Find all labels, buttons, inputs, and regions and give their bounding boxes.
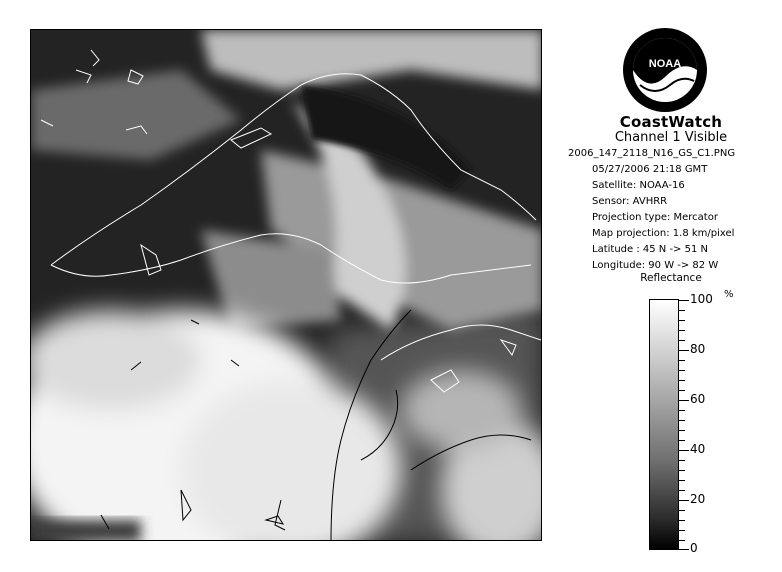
- colorbar-minor-tick: [679, 460, 685, 461]
- colorbar-minor-tick: [679, 480, 685, 481]
- satellite-label: Satellite: NOAA-16: [592, 180, 685, 191]
- satellite-image: [30, 29, 542, 541]
- colorbar-minor-tick: [679, 530, 685, 531]
- colorbar-label-100: 100: [690, 292, 713, 306]
- colorbar-label-20: 20: [690, 492, 706, 506]
- colorbar-minor-tick: [679, 430, 685, 431]
- resolution-label: Map projection: 1.8 km/pixel: [592, 228, 735, 239]
- colorbar-minor-tick: [679, 470, 685, 471]
- reflectance-colorbar: [649, 299, 679, 550]
- datetime-label: 05/27/2006 21:18 GMT: [592, 164, 708, 175]
- colorbar-minor-tick: [679, 330, 685, 331]
- colorbar-tick: [679, 500, 689, 501]
- colorbar-minor-tick: [679, 540, 685, 541]
- colorbar-label-0: 0: [690, 541, 698, 555]
- colorbar-minor-tick: [679, 510, 685, 511]
- latitude-label: Latitude : 45 N -> 51 N: [592, 244, 708, 255]
- info-sidebar: [560, 20, 782, 572]
- colorbar-minor-tick: [679, 320, 685, 321]
- colorbar-tick: [679, 549, 689, 550]
- colorbar-minor-tick: [679, 360, 685, 361]
- colorbar-minor-tick: [679, 310, 685, 311]
- colorbar-minor-tick: [679, 340, 685, 341]
- colorbar-tick: [679, 350, 689, 351]
- colorbar-tick: [679, 450, 689, 451]
- colorbar-label-60: 60: [690, 392, 706, 406]
- sensor-label: Sensor: AVHRR: [592, 196, 668, 207]
- colorbar-minor-tick: [679, 420, 685, 421]
- longitude-label: Longitude: 90 W -> 82 W: [592, 260, 719, 271]
- legend-unit: %: [724, 289, 734, 300]
- colorbar-minor-tick: [679, 520, 685, 521]
- legend-title: Reflectance: [640, 272, 702, 284]
- projection-label: Projection type: Mercator: [592, 212, 718, 223]
- colorbar-tick: [679, 300, 689, 301]
- satellite-image-svg: [31, 30, 542, 541]
- colorbar-minor-tick: [679, 440, 685, 441]
- colorbar-label-40: 40: [690, 442, 706, 456]
- page-title: CoastWatch: [619, 113, 723, 131]
- colorbar-minor-tick: [679, 490, 685, 491]
- colorbar-tick: [679, 400, 689, 401]
- colorbar-label-80: 80: [690, 342, 706, 356]
- dark-corner: [31, 520, 141, 541]
- noaa-logo-icon: [620, 25, 710, 115]
- logo-center-text: NOAA: [648, 58, 682, 70]
- channel-label: Channel 1 Visible: [614, 130, 728, 145]
- colorbar-minor-tick: [679, 410, 685, 411]
- filename-label: 2006_147_2118_N16_GS_C1.PNG: [568, 148, 736, 159]
- colorbar-minor-tick: [679, 370, 685, 371]
- colorbar-minor-tick: [679, 380, 685, 381]
- noaa-logo: [620, 25, 710, 115]
- colorbar-minor-tick: [679, 390, 685, 391]
